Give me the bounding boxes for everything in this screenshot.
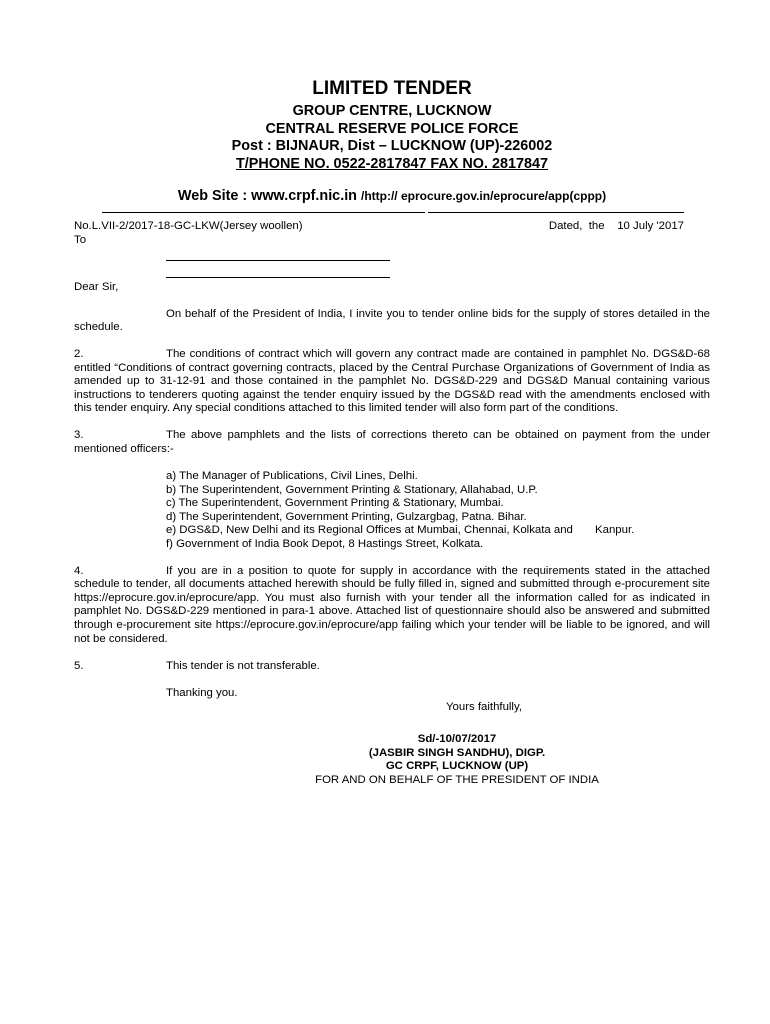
force-name: CENTRAL RESERVE POLICE FORCE <box>265 120 519 137</box>
list-item: b) The Superintendent, Government Printing & Stationary, Allahabad, U.P. <box>166 483 538 496</box>
paragraph-5 <box>74 660 710 674</box>
salutation: Dear Sir, <box>74 281 119 294</box>
address-blank-1 <box>166 247 390 261</box>
tender-document <box>74 78 710 787</box>
reference-number: No.L.VII-2/2017-18-GC-LKW(Jersey woollen) <box>74 219 303 232</box>
thanks-text: Thanking you. <box>166 686 238 699</box>
on-behalf-line: FOR AND ON BEHALF OF THE PRESIDENT OF INDIA <box>315 773 599 786</box>
list-item: e) DGS&D, New Delhi and its Regional Offices at Mumbai, Chennai, Kolkata and Kanpur. <box>166 524 635 537</box>
paragraph-2-number: 2. <box>74 347 84 360</box>
signed-date: Sd/-10/07/2017 <box>417 733 497 745</box>
header-rule <box>74 204 710 220</box>
paragraph-2-text: The conditions of contract which will govern any contract made are contained in pamphlet No. DGS&D-68 entitled “Conditions of contract governing contracts, placed by the Central Purchase Organizations of Government of India as amended up to 31-12-91 and those contained in the pamphlet No. DGS&D-229 and DGS&D Manual containing various instructions to tenderers quoting against the tender enquiry issued by the DGS&D read with the amendments enclosed with this tender enquiry. Any special conditions attached to this limited tender will also form part of the conditions. <box>74 347 710 415</box>
list-item: a) The Manager of Publications, Civil Lines, Delhi. <box>166 470 418 483</box>
address-blank-2 <box>166 264 390 278</box>
paragraph-5-number: 5. <box>74 660 84 673</box>
rule-left <box>102 212 425 213</box>
signatory-office: GC CRPF, LUCKNOW (UP) <box>385 760 529 773</box>
paragraph-4-number: 4. <box>74 564 84 577</box>
website-path: /http:// eprocure.gov.in/eprocure/app(cppp) <box>360 189 607 204</box>
phone-fax: T/PHONE NO. 0522-2817847 FAX NO. 2817847 <box>236 155 548 172</box>
paragraph-1-text: On behalf of the President of India, I invite you to tender online bids for the supply of stores detailed in the schedule. <box>74 307 710 334</box>
paragraph-1 <box>74 308 710 335</box>
reference-row <box>74 220 710 234</box>
paragraph-3-text: The above pamphlets and the lists of corrections thereto can be obtained on payment from the under mentioned officers:- <box>74 428 710 455</box>
postal-address: Post : BIJNAUR, Dist – LUCKNOW (UP)-226002 <box>231 138 553 155</box>
list-item: f) Government of India Book Depot, 8 Hastings Street, Kolkata. <box>166 538 484 551</box>
paragraph-5-text: This tender is not transferable. <box>166 660 320 673</box>
officers-list <box>166 470 710 552</box>
signatory-name: (JASBIR SINGH SANDHU), DIGP <box>368 746 543 759</box>
signatory-name-line <box>282 747 632 761</box>
website-label: Web Site : www.crpf.nic.in <box>177 188 357 205</box>
office-name: GROUP CENTRE, LUCKNOW <box>292 103 492 119</box>
paragraph-3 <box>74 429 710 456</box>
reference-date: Dated, the 10 July '2017 <box>548 219 684 232</box>
paragraph-3-number: 3. <box>74 428 84 441</box>
list-item: c) The Superintendent, Government Printing & Stationary, Mumbai. <box>166 497 504 510</box>
paragraph-4 <box>74 565 710 647</box>
list-item: d) The Superintendent, Government Printing, Gulzargbag, Patna. Bihar. <box>166 510 527 523</box>
thanks-line <box>74 687 710 701</box>
signatory-name-suffix: . <box>542 746 546 759</box>
rule-right <box>428 212 684 213</box>
signature-block <box>282 733 632 787</box>
website-line <box>74 190 710 204</box>
closing: Yours faithfully, <box>446 701 522 714</box>
to-label: To <box>74 233 87 246</box>
paragraph-2 <box>74 348 710 416</box>
paragraph-4-text: If you are in a position to quote for supply in accordance with the requirements stated in the attached schedule to tender, all documents attached herewith should be fully filled in, signed and submitted through e-procurement site https://eprocure.gov.in/eprocure/app. You must also furnish with your tender all the information called for as indicated in pamphlet No. DGS&D-229 mentioned in para-1 above. Attached list of questionnaire should also be answered and submitted through e-procurement site https://eprocure.gov.in/eprocure/app failing which your tender will be liable to be ignored, and will not be considered. <box>74 564 710 645</box>
document-title: LIMITED TENDER <box>312 78 472 99</box>
